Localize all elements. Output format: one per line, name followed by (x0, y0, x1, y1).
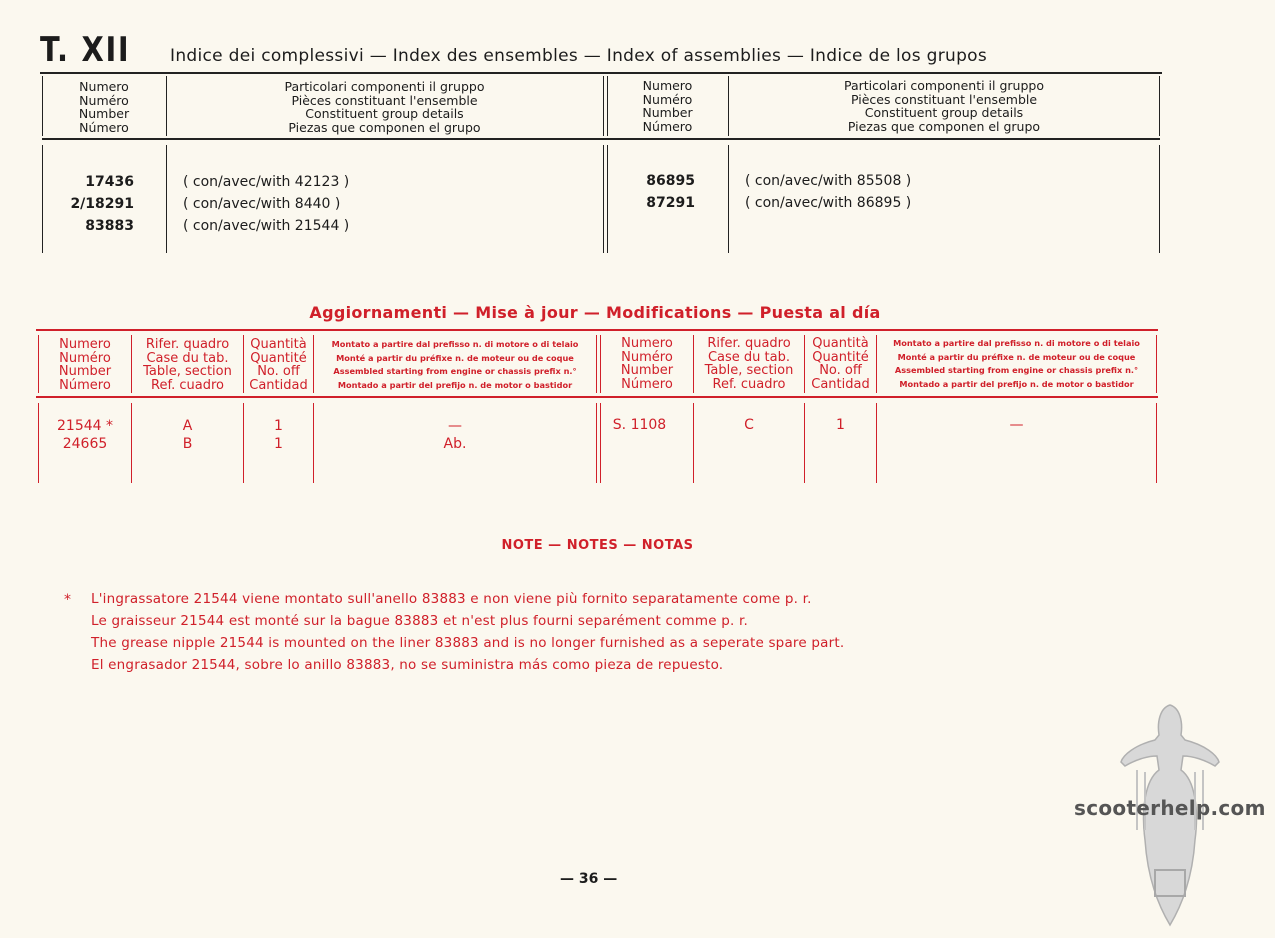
divider (804, 403, 805, 483)
divider (600, 403, 601, 483)
col-number-header-right: Numero Numéro Number Número (642, 78, 693, 134)
col-number-header-left: Numero Numéro Number Número (78, 79, 130, 135)
upd-number: 24665 (62, 436, 108, 452)
note-line: L'ingrassatore 21544 viene montato sull'anello 83883 e non viene più fornito separatamente come p. r. (91, 591, 812, 607)
upd-number: S. 1108 (612, 417, 667, 433)
watermark-text: scooterhelp.com (1074, 796, 1266, 820)
divider (313, 335, 314, 393)
divider (693, 335, 694, 393)
upd-col-assembled-left: Montato a partire dal prefisso n. di motore o di telaio Monté a partir du préfixe n. de moteur ou de coque Assembled starting from engine or chassis prefix n.° Montado a partir del prefijo n. de motor o bastidor (331, 339, 579, 390)
divider (243, 335, 244, 393)
index-number: 2/18291 (70, 196, 134, 212)
index-detail: ( con/avec/with 8440 ) (183, 196, 341, 212)
divider (596, 403, 597, 483)
divider (131, 335, 132, 393)
upd-number: 21544 * (57, 418, 113, 434)
divider (607, 76, 608, 136)
divider (1156, 403, 1157, 483)
divider (131, 403, 132, 483)
upd-ref: B (182, 436, 193, 452)
upd-qty: 1 (274, 436, 283, 452)
divider (42, 76, 43, 136)
divider (603, 145, 604, 253)
divider (38, 335, 39, 393)
updates-title: Aggiornamenti — Mise à jour — Modifications — Puesta al día (309, 303, 881, 322)
header-rule (42, 138, 1160, 140)
upd-col-assembled-right: Montato a partire dal prefisso n. di motore o di telaio Monté a partir du préfixe n. de moteur ou de coque Assembled starting from engine or chassis prefix n.° Montado a partir del prefijo n. de motor o bastidor (893, 338, 1140, 389)
divider (603, 76, 604, 136)
divider (313, 403, 314, 483)
title-rule (40, 72, 1162, 74)
upd-col-number-right: Numero Numéro Number Número (620, 336, 674, 392)
divider (1159, 76, 1160, 136)
upd-assembled: — (448, 418, 462, 434)
note-line: El engrasador 21544, sobre lo anillo 83883, no se suministra más como pieza de repuesto. (91, 657, 724, 673)
index-detail: ( con/avec/with 21544 ) (183, 218, 350, 234)
upd-col-qty-left: Quantità Quantité No. off Cantidad (249, 337, 308, 393)
divider (804, 335, 805, 393)
upd-col-ref-right: Rifer. quadro Case du tab. Table, section Ref. cuadro (704, 336, 794, 392)
divider (693, 403, 694, 483)
divider (243, 403, 244, 483)
divider (596, 335, 597, 393)
index-number: 87291 (646, 195, 695, 211)
divider (1159, 145, 1160, 253)
upd-qty: 1 (274, 418, 283, 434)
divider (600, 335, 601, 393)
upd-col-qty-right: Quantità Quantité No. off Cantidad (811, 336, 870, 392)
upd-qty: 1 (836, 417, 845, 433)
index-detail: ( con/avec/with 85508 ) (745, 173, 912, 189)
divider (876, 335, 877, 393)
upd-assembled: Ab. (443, 436, 467, 452)
upd-col-number-left: Numero Numéro Number Número (58, 337, 112, 393)
page-number: — 36 — (560, 871, 618, 887)
divider (728, 76, 729, 136)
footnote-star: * (64, 592, 71, 608)
index-number: 17436 (85, 174, 134, 190)
updates-top-rule (36, 329, 1158, 331)
upd-col-ref-left: Rifer. quadro Case du tab. Table, section Ref. cuadro (143, 337, 232, 393)
table-code: T. XII (40, 30, 131, 70)
divider (607, 145, 608, 253)
index-number: 83883 (85, 218, 134, 234)
divider (166, 145, 167, 253)
col-details-header-left: Particolari componenti il gruppo Pièces constituant l'ensemble Constituent group details Piezas que componen el grupo (284, 79, 485, 135)
divider (166, 76, 167, 136)
index-detail: ( con/avec/with 42123 ) (183, 174, 350, 190)
index-detail: ( con/avec/with 86895 ) (745, 195, 912, 211)
updates-header-rule (36, 396, 1158, 398)
upd-ref: C (744, 417, 754, 433)
upd-assembled: — (1009, 417, 1024, 433)
note-line: Le graisseur 21544 est monté sur la bague 83883 et n'est plus fourni separément comme p. r. (91, 613, 748, 629)
divider (1156, 335, 1157, 393)
index-number: 86895 (646, 173, 695, 189)
divider (38, 403, 39, 483)
divider (42, 145, 43, 253)
divider (728, 145, 729, 253)
page-title: Indice dei complessivi — Index des ensembles — Index of assemblies — Indice de los grupos (170, 46, 988, 66)
upd-ref: A (182, 418, 193, 434)
col-details-header-right: Particolari componenti il gruppo Pièces constituant l'ensemble Constituent group details Piezas que componen el grupo (844, 78, 1044, 134)
note-line: The grease nipple 21544 is mounted on the liner 83883 and is no longer furnished as a seperate spare part. (91, 635, 845, 651)
notes-title: NOTE — NOTES — NOTAS (501, 538, 694, 553)
divider (876, 403, 877, 483)
